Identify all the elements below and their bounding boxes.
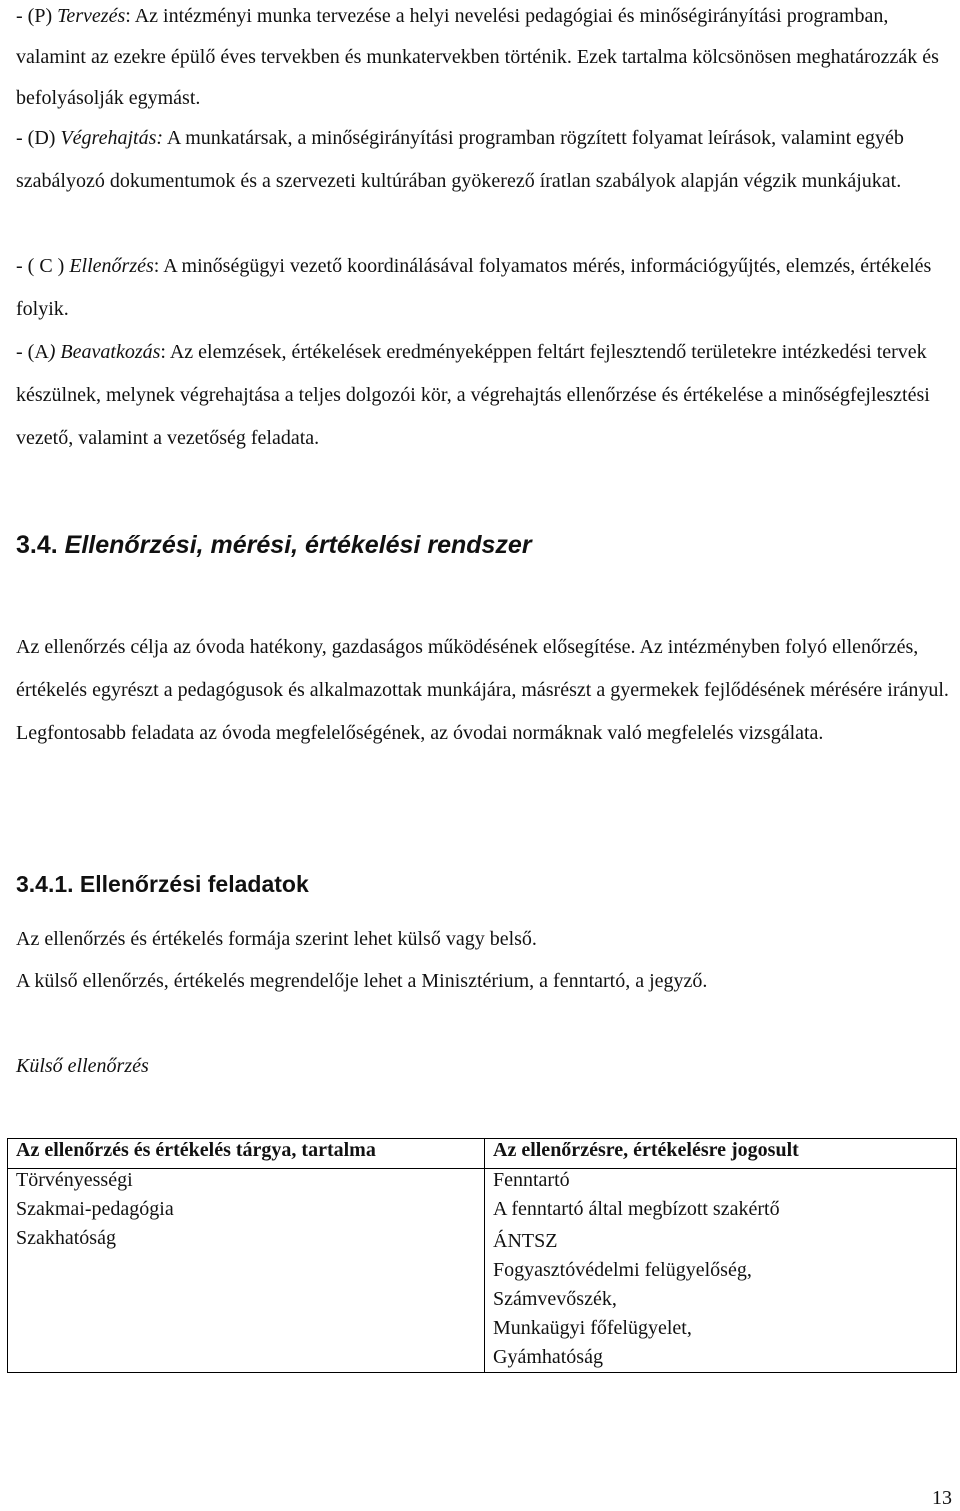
subheading-external-check: Külső ellenőrzés [16, 1055, 149, 1077]
table-cell-line: Munkaügyi főfelügyelet, [493, 1317, 692, 1339]
table-header-authorized: Az ellenőrzésre, értékelésre jogosult [485, 1139, 957, 1169]
table-header-row [8, 1139, 957, 1169]
table-cell-line: Fogyasztóvédelmi felügyelőség, [493, 1259, 752, 1281]
external-check-table [7, 1138, 957, 1373]
table-row [8, 1227, 957, 1373]
paragraph-check: - ( C ) Ellenőrzés: A minőségügyi vezető koordinálásával folyamatos mérés, információgyűjtés, elemzés, értékelés folyik. [16, 255, 932, 320]
section-heading-3-4-1: 3.4.1. Ellenőrzési feladatok [16, 871, 309, 897]
paragraph-action: - (A) Beavatkozás: Az elemzések, értékelések eredményeképpen feltárt fejlesztendő területekre intézkedési tervek készülnek, melynek végrehajtása a teljes dolgozói kör, a végrehajtás ellenőrzése és értékelése a minőségfejlesztési vezető, valamint a vezetőség feladata. [16, 341, 930, 449]
table-cell-line: Gyámhatóság [493, 1346, 603, 1368]
term-planning: Tervezés [57, 5, 126, 27]
table-cell-line: Számvevőszék, [493, 1288, 617, 1310]
table-cell-stack [485, 1227, 957, 1373]
table-cell: Fenntartó [485, 1169, 957, 1199]
page-number: 13 [932, 1487, 952, 1509]
table-cell: A fenntartó által megbízott szakértő [485, 1198, 957, 1227]
text-line-forms: Az ellenőrzés és értékelés formája szerint lehet külső vagy belső. [16, 928, 537, 950]
table-cell: Szakhatóság [8, 1227, 485, 1373]
table-row [8, 1198, 957, 1227]
paragraph-execution: - (D) Végrehajtás: A munkatársak, a minőségirányítási programban rögzített folyamat leírások, valamint egyéb szabályozó dokumentumok és a szervezeti kultúrában gyökerező íratlan szabályok alapján végzik munkájukat. [16, 127, 904, 192]
section-heading-3-4: 3.4. Ellenőrzési, mérési, értékelési rendszer [16, 531, 532, 559]
text-line-external-client: A külső ellenőrzés, értékelés megrendelője lehet a Minisztérium, a fenntartó, a jegyző. [16, 970, 708, 992]
paragraph-planning: - (P) Tervezés: Az intézményi munka tervezése a helyi nevelési pedagógiai és minőségirányítási programban, valamint az ezekre épülő éves tervekben és munkatervekben történik. Ezek tartalma kölcsönösen meghatározzák és befolyásolják egymást. [16, 5, 939, 109]
table-cell-line: ÁNTSZ [493, 1230, 558, 1252]
term-execution: Végrehajtás: [60, 127, 164, 149]
intro-paragraph: Az ellenőrzés célja az óvoda hatékony, gazdaságos működésének elősegítése. Az intézményben folyó ellenőrzés, értékelés egyrészt a pedagógusok és alkalmazottak munkájára, másrészt a gyermekek fejlődésének mérésére irányul. Legfontosabb feladata az óvoda megfelelőségének, az óvodai normáknak való megfelelés vizsgálata. [16, 636, 949, 744]
table-header-subject: Az ellenőrzés és értékelés tárgya, tartalma [8, 1139, 485, 1169]
table-cell: Szakmai-pedagógia [8, 1198, 485, 1227]
table-cell: Törvényességi [8, 1169, 485, 1199]
term-check: Ellenőrzés [69, 255, 154, 277]
term-action: ) Beavatkozás [48, 341, 161, 363]
table-row [8, 1169, 957, 1199]
